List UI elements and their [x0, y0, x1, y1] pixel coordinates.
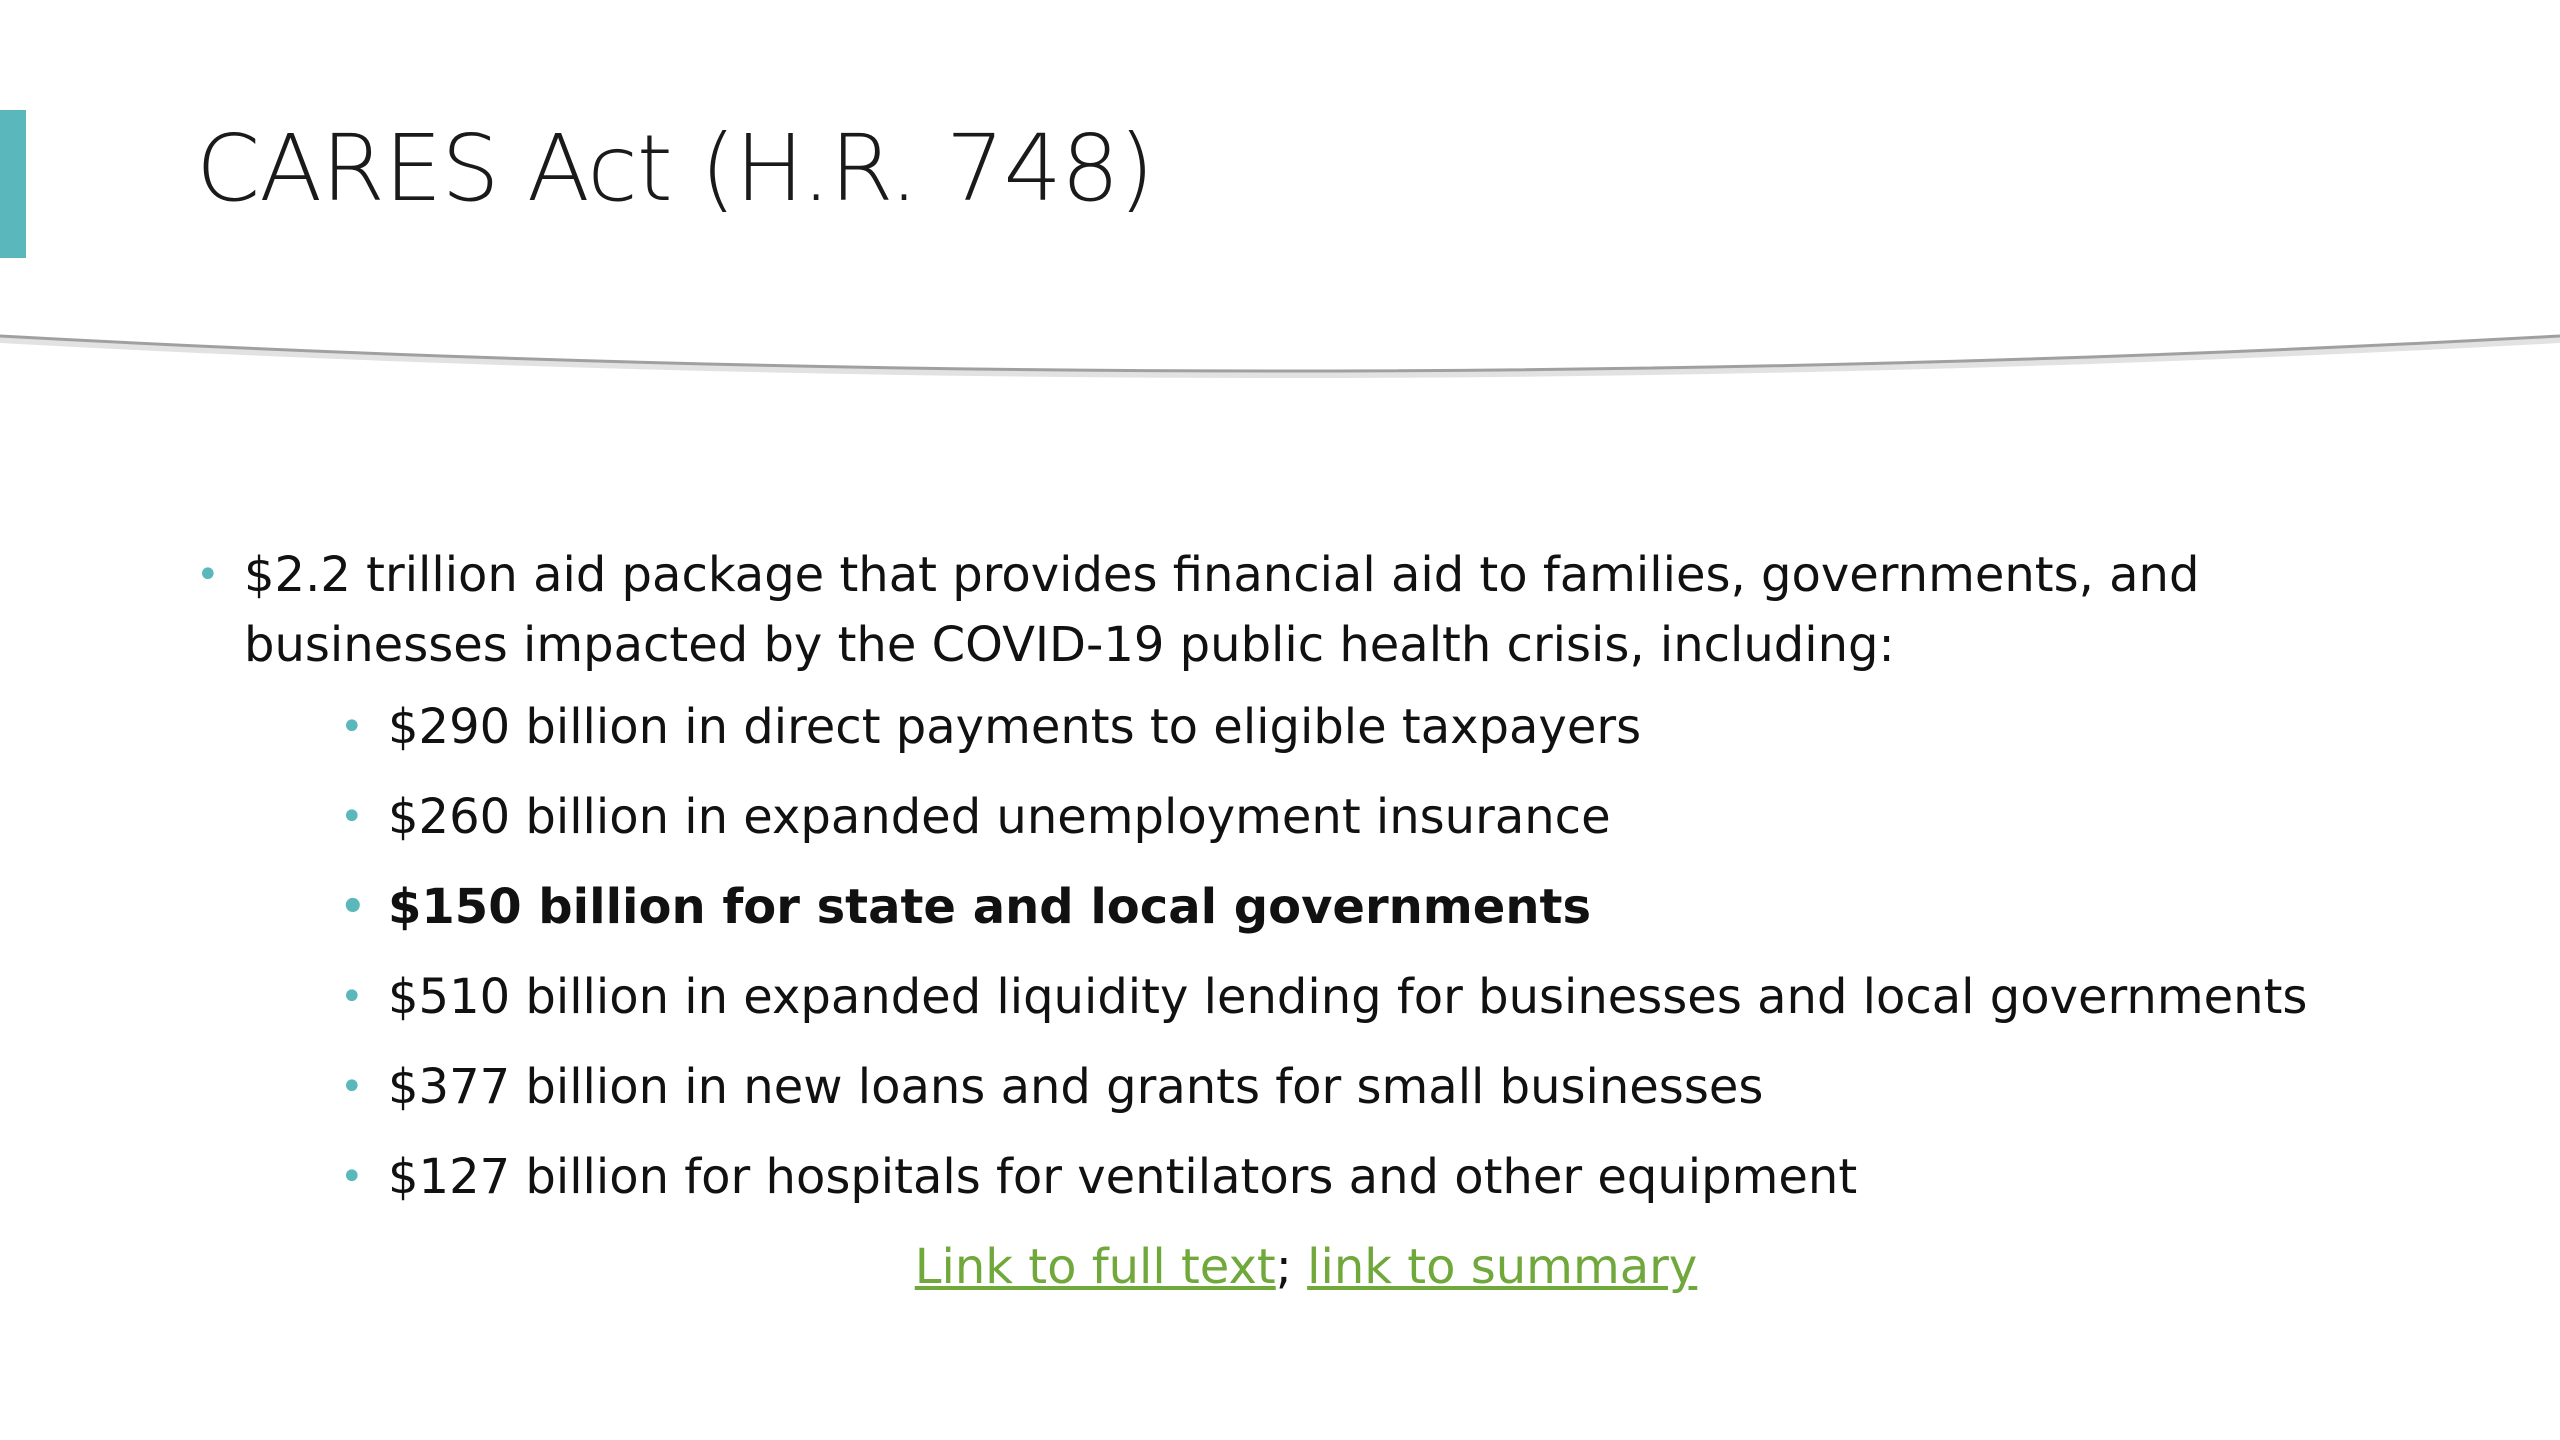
bullet-dot-icon: • [340, 794, 364, 840]
bullet-dot-icon: • [340, 1154, 364, 1200]
sub-bullet-text: $377 billion in new loans and grants for small businesses [388, 1059, 1764, 1115]
full-text-link[interactable]: Link to full text [914, 1239, 1276, 1295]
bullet-dot-icon: • [340, 974, 364, 1020]
sub-bullet-item [340, 692, 2446, 762]
sub-bullet-item [340, 872, 2446, 942]
summary-link[interactable]: link to summary [1307, 1239, 1698, 1295]
sub-bullet-item [340, 782, 2446, 852]
curved-divider [0, 320, 2560, 420]
sub-bullet-text: $510 billion in expanded liquidity lending for businesses and local governments [388, 969, 2308, 1025]
main-bullet-text: $2.2 trillion aid package that provides financial aid to families, governments, and businesses impacted by the COVID-19 public health crisis, including: [244, 547, 2200, 673]
slide-title: CARES Act (H.R. 748) [196, 115, 1154, 222]
sub-bullet-item [340, 1052, 2446, 1122]
slide-body [196, 540, 2446, 1302]
bullet-dot-icon: • [340, 1064, 364, 1110]
bullet-dot-icon: • [340, 704, 364, 750]
sub-bullet-list [244, 692, 2446, 1212]
main-bullet [196, 540, 2446, 1212]
sub-bullet-item [340, 962, 2446, 1032]
link-separator: ; [1275, 1239, 1292, 1295]
title-accent-bar [0, 110, 26, 258]
sub-bullet-item [340, 1142, 2446, 1212]
bullet-dot-icon: • [340, 884, 366, 930]
bullet-dot-icon: • [196, 552, 220, 598]
sub-bullet-text: $290 billion in direct payments to eligible taxpayers [388, 699, 1642, 755]
reference-links [196, 1232, 2446, 1302]
bullet-list [196, 540, 2446, 1212]
sub-bullet-text: $150 billion for state and local governments [388, 879, 1592, 935]
sub-bullet-text: $260 billion in expanded unemployment insurance [388, 789, 1611, 845]
sub-bullet-text: $127 billion for hospitals for ventilators and other equipment [388, 1149, 1858, 1205]
